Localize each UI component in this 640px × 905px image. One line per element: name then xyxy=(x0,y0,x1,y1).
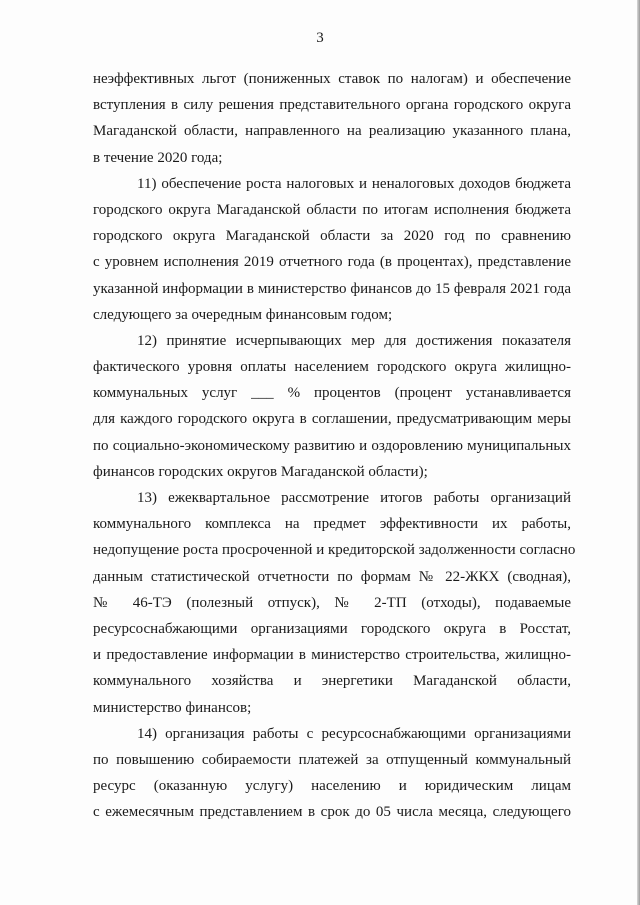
paragraph-13-first-line: 13) ежеквартальное рассмотрение итогов работы организаций xyxy=(137,490,571,506)
text-line: № 46-ТЭ (полезный отпуск), № 2-ТП (отходы), подаваемые xyxy=(93,594,571,611)
text-line: с ежемесячным представлением в срок до 05 числа месяца, следующего xyxy=(93,804,571,821)
page-number: 3 xyxy=(316,30,324,46)
text-line: для каждого городского округа в соглашении, предусматривающим меры xyxy=(93,411,571,428)
text-line: по социально-экономическому развитию и оздоровлению муниципальных xyxy=(93,437,571,454)
paragraph-14-first-line: 14) организация работы с ресурсоснабжающими организациями xyxy=(137,725,571,742)
text-line: городского округа Магаданской области по итогам исполнения бюджета xyxy=(93,201,571,218)
text-line: вступления в силу решения представительного органа городского округа xyxy=(93,97,571,114)
text-line: данным статистической отчетности по формам № 22-ЖКХ (сводная), xyxy=(93,568,571,585)
text-line: и предоставление информации в министерство строительства, жилищно- xyxy=(93,647,571,664)
text-line: указанной информации в министерство финансов до 15 февраля 2021 года xyxy=(93,280,571,297)
text-line: Магаданской области, направленного на реализацию указанного плана, xyxy=(93,123,571,140)
paragraph-12-first-line: 12) принятие исчерпывающих мер для достижения показателя xyxy=(137,332,571,349)
text-line: недопущение роста просроченной и кредиторской задолженности согласно xyxy=(93,542,576,559)
text-line: городского округа Магаданской области за 2020 год по сравнению xyxy=(93,228,571,245)
text-line: министерство финансов; xyxy=(93,699,252,716)
paragraph-11-first-line: 11) обеспечение роста налоговых и неналоговых доходов бюджета xyxy=(137,175,571,192)
text-line: следующего за очередным финансовым годом; xyxy=(93,306,393,323)
document-body xyxy=(93,66,576,825)
text-line: по повышению собираемости платежей за отпущенный коммунальный xyxy=(93,751,571,768)
text-line: в течение 2020 года; xyxy=(93,149,223,166)
text-line: ресурс (оказанную услугу) населению и юридическим лицам xyxy=(93,778,571,795)
text-line: с уровнем исполнения 2019 отчетного года (в процентах), представление xyxy=(93,254,571,271)
text-line: ресурсоснабжающими организациями городского округа в Росстат, xyxy=(93,620,571,637)
text-line: коммунального комплекса на предмет эффективности их работы, xyxy=(93,516,571,533)
text-line: фактического уровня оплаты населением городского округа жилищно- xyxy=(93,359,571,376)
text-line: коммунального хозяйства и энергетики Магаданской области, xyxy=(93,673,571,690)
text-line: финансов городских округов Магаданской области); xyxy=(93,463,428,480)
text-line: неэффективных льгот (пониженных ставок по налогам) и обеспечение xyxy=(93,71,571,87)
text-line-with-blank: коммунальных услуг ___ % процентов (процент устанавливается xyxy=(93,385,571,402)
